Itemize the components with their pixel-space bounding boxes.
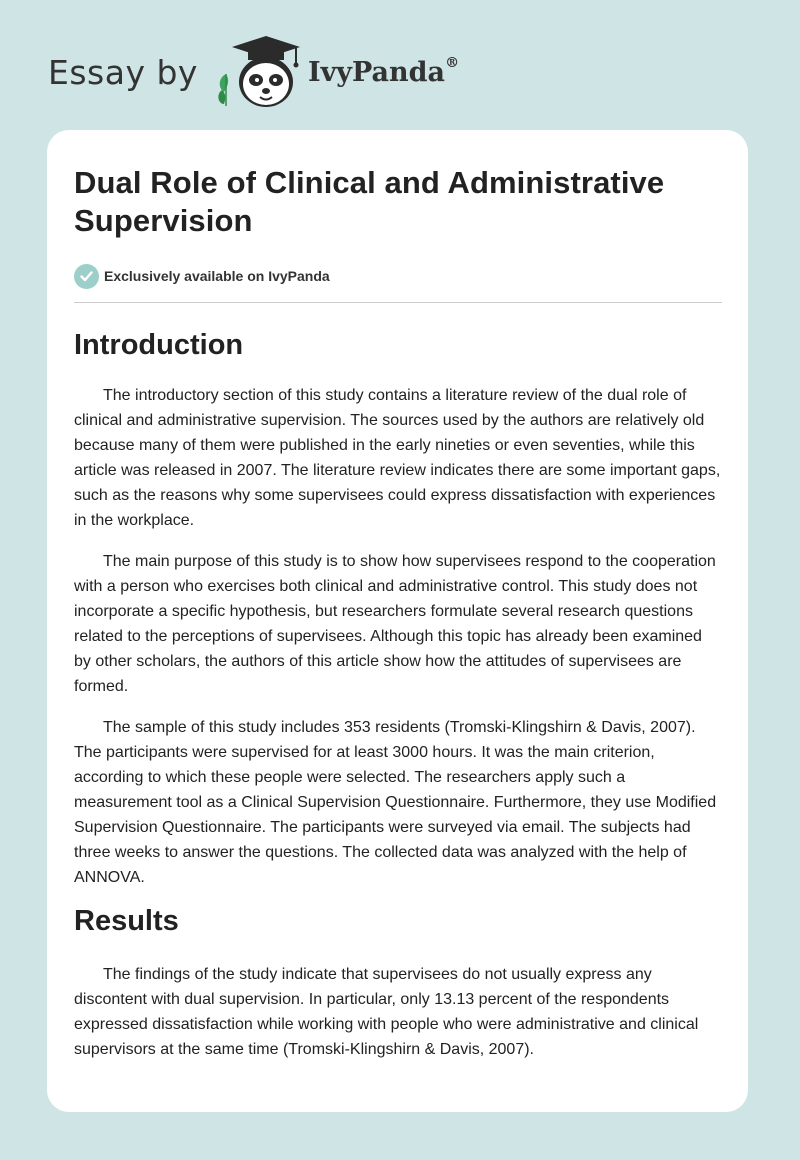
check-icon bbox=[74, 264, 99, 289]
brand-name[interactable] bbox=[307, 54, 460, 88]
article-card bbox=[47, 130, 748, 1112]
ivy-leaf-icon bbox=[218, 74, 228, 106]
paragraph: The introductory section of this study contains a literature review of the dual role of clinical and administrative supervision. The sources used by the authors are relatively old because many of them were published in the early nineties or even seventies, while this article was released in 2007. The literature review indicates there are some important gaps, such as the reasons why some supervisees could express dissatisfaction with experiences in the workplace. bbox=[74, 387, 721, 529]
site-header bbox=[48, 34, 459, 110]
paragraph: The findings of the study indicate that supervisees do not usually express any discontent with dual supervision. In particular, only 13.13 percent of the respondents expressed dissatisfaction while working with people who were administrative and clinical supervisors at the same time (Tromski-Klingshirn & Davis, 2007). bbox=[74, 966, 699, 1058]
title-divider bbox=[74, 302, 722, 303]
registered-mark: ® bbox=[445, 54, 460, 71]
essay-by-label: Essay by bbox=[48, 52, 198, 92]
brand-text: IvyPanda bbox=[307, 56, 446, 88]
paragraph: The main purpose of this study is to show how supervisees respond to the cooperation with a person who exercises both clinical and administrative control. This study does not incorporate a specific hypothesis, but researchers formulate several research questions related to the perceptions of supervisees. Although this topic has already been examined by other scholars, the authors of this article show how the attitudes of supervisees are formed. bbox=[74, 553, 716, 695]
section-heading-introduction: Introduction bbox=[74, 329, 244, 361]
panda-graduate-logo-icon[interactable] bbox=[212, 34, 308, 110]
article-content bbox=[74, 164, 722, 1062]
article-title: Dual Role of Clinical and Administrative Supervision bbox=[74, 165, 665, 238]
paragraph: The sample of this study includes 353 residents (Tromski-Klingshirn & Davis, 2007). The participants were supervised for at least 3000 hours. It was the main criterion, according to which these people were selected. The researchers apply such a measurement tool as a Clinical Supervision Questionnaire. Furthermore, they use Modified Supervision Questionnaire. The participants were surveyed via email. The subjects had three weeks to answer the questions. The collected data was analyzed with the help of ANNOVA. bbox=[74, 719, 717, 886]
exclusive-label: Exclusively available on IvyPanda bbox=[104, 268, 330, 284]
exclusive-badge bbox=[74, 263, 722, 289]
section-heading-results: Results bbox=[74, 905, 179, 937]
